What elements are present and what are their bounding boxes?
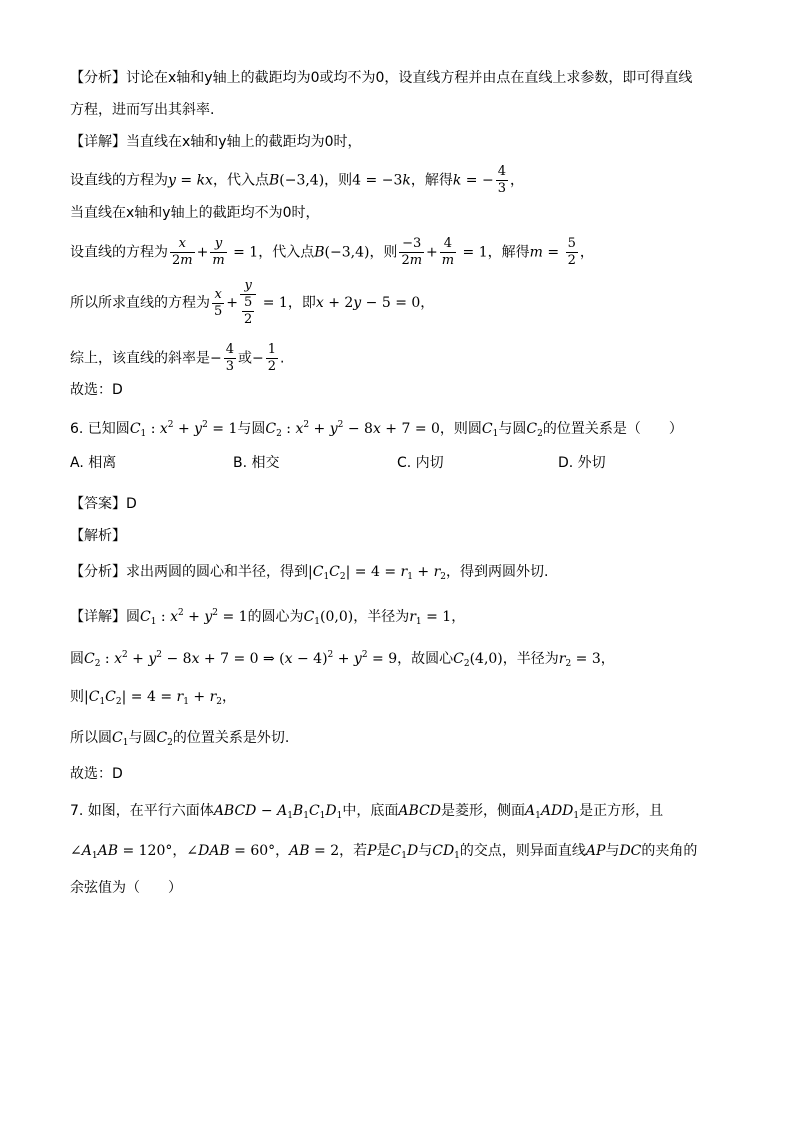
question-6: 6. 已知圆$C_1$ : $x^2 + y^2 = 1$与圆$C_2$ : $x^2 + y^2 - 8x + 7 = 0$，则圆$C_1$与圆$C_2$的位置关系是（ ） [70, 420, 683, 439]
option-d: D. 外切 [558, 455, 606, 471]
q6-detail-1: 【详解】圆$C_1$ : $x^2 + y^2 = 1$的圆心为$C_1(0,0)$，半径为$r_1 = 1$， [70, 608, 466, 627]
q6-detail-4: 所以圆$C_1$与圆$C_2$的位置关系是外切. [70, 730, 290, 748]
choice-line-1: 故选：D [70, 382, 123, 398]
detail-line-6: 综上，该直线的斜率是− $\frac{4}{3}$ 或− $\frac{1}{2}$ . [70, 342, 285, 374]
question-7-line-1: 7. 如图，在平行六面体ABCD − $A_1B_1C_1D_1$中，底面ABCD是菱形，侧面$A_1ADD_1$是正方形，且 [70, 803, 664, 821]
detail-line-3: 当直线在x轴和y轴上的截距均不为0时， [70, 205, 320, 221]
question-6-options [70, 452, 710, 474]
detail-line-5: 所以所求直线的方程为 $\frac{x}{5}$ + $\frac{y}{\frac{5}{2}}$ = 1，即x + 2y − 5 = 0， [70, 278, 435, 327]
question-7-line-2: $\angle A_1AB = 120^\circ$，∠DAB = 60°，AB = 2，若P是$C_1D$与$CD_1$的交点，则异面直线AP与DC的夹角的 [70, 843, 698, 861]
analysis-line-2: 方程，进而写出其斜率. [70, 102, 215, 118]
detail-line-4: 设直线的方程为 $\frac{x}{2m}$ + $\frac{y}{m}$ = 1，代入点B(−3,4)，则 $\frac{-3}{2m}$ + $\frac{4}{m}$ = 1，解得m = $\frac{5}{2}$ ， [70, 236, 594, 268]
option-a: A. 相离 [70, 455, 117, 471]
choice-line-2: 故选：D [70, 766, 123, 782]
q6-analysis: 【分析】求出两圆的圆心和半径，得到$|C_1C_2| = 4 = r_1 + r_2$，得到两圆外切. [70, 564, 549, 582]
explanation-label: 【解析】 [70, 528, 126, 544]
analysis-line-1: 【分析】讨论在x轴和y轴上的截距均为0或均不为0，设直线方程并由点在直线上求参数，即可得直线 [70, 70, 693, 86]
q6-detail-2: 圆$C_2$ : $x^2 + y^2 - 8x + 7 = 0$ ⇒ $(x - 4)^2 + y^2 = 9$，故圆心$C_2(4,0)$，半径为$r_2 = 3$， [70, 650, 615, 669]
question-7-line-3: 余弦值为（ ） [70, 880, 182, 896]
answer-label: 【答案】D [70, 496, 137, 512]
option-c: C. 内切 [397, 455, 444, 471]
detail-line-1: 【详解】当直线在x轴和y轴上的截距均为0时， [70, 134, 362, 150]
option-b: B. 相交 [233, 455, 280, 471]
detail-line-2: 设直线的方程为y = kx，代入点B(−3,4)，则4 = −3k，解得k = − $\frac{4}{3}$ ， [70, 164, 524, 196]
q6-detail-3: 则$|C_1C_2| = 4 = r_1 + r_2$， [70, 689, 237, 707]
